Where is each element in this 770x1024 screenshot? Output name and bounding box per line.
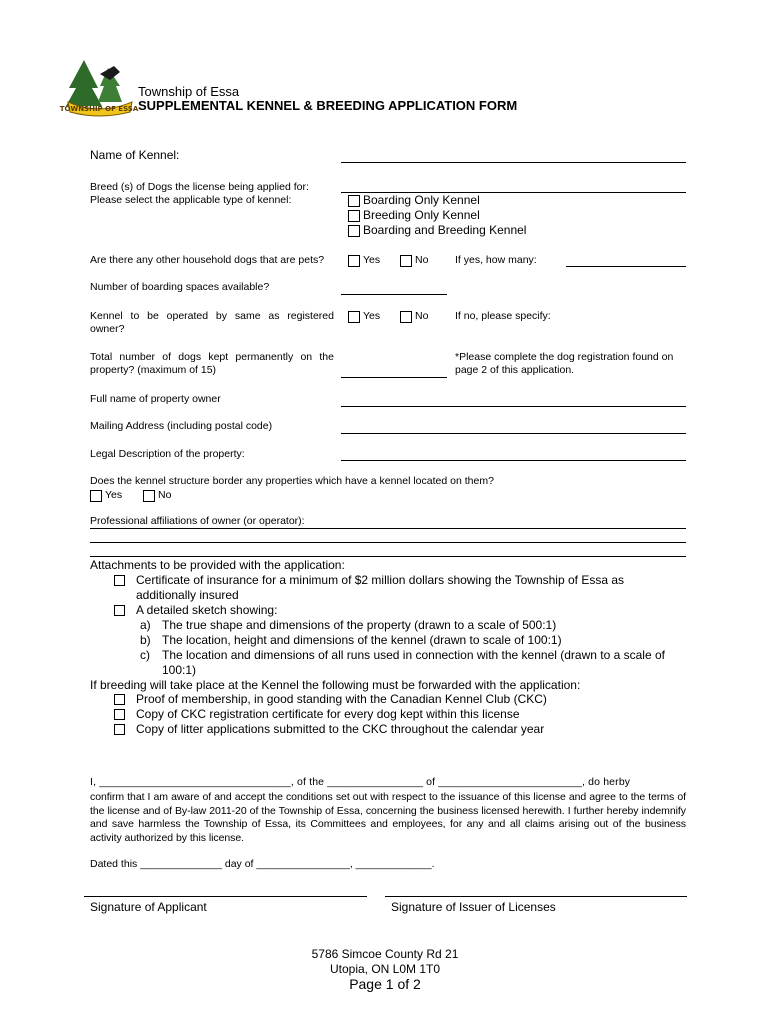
how-many-field[interactable]	[566, 266, 686, 267]
checkbox-icon[interactable]	[400, 311, 412, 323]
breed-label: Breed (s) of Dogs the license being applied for:	[90, 181, 309, 193]
total-dogs-label: Total number of dogs kept permanently on the property? (maximum of 15)	[90, 351, 334, 376]
sub-marker: c)	[140, 648, 150, 662]
page-number: Page 1 of 2	[349, 976, 421, 992]
township-logo	[59, 58, 139, 116]
affiliations-field-3[interactable]	[90, 556, 686, 557]
affiliations-field-1[interactable]	[90, 528, 686, 529]
mailing-label: Mailing Address (including postal code)	[90, 420, 273, 432]
border-yes[interactable]	[90, 489, 122, 502]
checkbox-icon[interactable]	[114, 709, 125, 720]
no-label: No	[415, 310, 429, 322]
checkbox-icon[interactable]	[348, 210, 360, 222]
household-no[interactable]	[400, 254, 428, 267]
kennel-type-both[interactable]	[348, 223, 526, 238]
svg-text:TOWNSHIP OF ESSA: TOWNSHIP OF ESSA	[59, 105, 139, 113]
dated-line[interactable]: Dated this ______________ day of ________________, _____________.	[90, 858, 435, 870]
footer-address-line2: Utopia, ON L0M 1T0	[329, 962, 441, 976]
footer-address-line1: 5786 Simcoe County Rd 21	[311, 947, 459, 961]
yes-label: Yes	[363, 254, 381, 266]
affiliations-label: Professional affiliations of owner (or operator):	[90, 515, 305, 527]
issuer-signature-field[interactable]	[385, 896, 687, 897]
kennel-name-field[interactable]	[341, 162, 686, 163]
checkbox-icon[interactable]	[114, 575, 125, 586]
owner-name-label: Full name of property owner	[90, 393, 221, 405]
legal-label: Legal Description of the property:	[90, 448, 245, 460]
sketch-sub-a	[140, 618, 685, 633]
sub-text: The location, height and dimensions of the kennel (drawn to scale of 100:1)	[162, 633, 562, 647]
sub-text: The true shape and dimensions of the property (drawn to a scale of 500:1)	[162, 618, 557, 632]
operated-yes[interactable]	[348, 310, 380, 323]
registration-note: *Please complete the dog registration found on page 2 of this application.	[455, 351, 674, 376]
attachment-item-sketch[interactable]	[114, 603, 277, 618]
kennel-type-label: Boarding and Breeding Kennel	[363, 223, 527, 237]
breeding-heading: If breeding will take place at the Kennel the following must be forwarded with the application:	[90, 678, 581, 692]
declaration-line[interactable]: I, ________________________________, of the ________________ of ________________________, do herby	[90, 776, 631, 788]
issuer-signature-label: Signature of Issuer of Licenses	[391, 900, 556, 914]
attachment-item-insurance[interactable]	[114, 573, 684, 603]
checkbox-icon[interactable]	[143, 490, 155, 502]
border-no[interactable]	[143, 489, 171, 502]
total-dogs-field[interactable]	[341, 377, 447, 378]
sub-marker: b)	[140, 633, 151, 647]
kennel-type-boarding[interactable]	[348, 193, 480, 208]
sub-text: The location and dimensions of all runs used in connection with the kennel (drawn to a scale of 100:1)	[162, 648, 665, 677]
breeding-text: Copy of litter applications submitted to the CKC throughout the calendar year	[136, 722, 545, 736]
breeding-item-membership[interactable]	[114, 692, 547, 707]
operated-question: Kennel to be operated by same as registered owner?	[90, 310, 334, 335]
applicant-signature-field[interactable]	[84, 896, 367, 897]
applicant-signature-label: Signature of Applicant	[90, 900, 207, 914]
checkbox-icon[interactable]	[348, 255, 360, 267]
checkbox-icon[interactable]	[114, 724, 125, 735]
checkbox-icon[interactable]	[348, 225, 360, 237]
mailing-field[interactable]	[341, 433, 686, 434]
kennel-name-label: Name of Kennel:	[90, 148, 180, 162]
breeding-text: Proof of membership, in good standing with the Canadian Kennel Club (CKC)	[136, 692, 547, 706]
checkbox-icon[interactable]	[348, 195, 360, 207]
yes-label: Yes	[363, 310, 381, 322]
form-title: SUPPLEMENTAL KENNEL & BREEDING APPLICATION FORM	[138, 98, 518, 113]
owner-name-field[interactable]	[341, 406, 686, 407]
border-question: Does the kennel structure border any properties which have a kennel located on them?	[90, 475, 494, 487]
attachment-text: A detailed sketch showing:	[136, 603, 278, 617]
sub-marker: a)	[140, 618, 151, 632]
boarding-spaces-label: Number of boarding spaces available?	[90, 281, 270, 293]
operated-no[interactable]	[400, 310, 428, 323]
legal-field[interactable]	[341, 460, 686, 461]
sketch-sub-c	[140, 648, 685, 678]
checkbox-icon[interactable]	[114, 605, 125, 616]
affiliations-field-2[interactable]	[90, 542, 686, 543]
how-many-label: If yes, how many:	[455, 254, 537, 266]
boarding-spaces-field[interactable]	[341, 294, 447, 295]
org-name: Township of Essa	[138, 84, 240, 99]
attachments-heading: Attachments to be provided with the application:	[90, 558, 345, 572]
breeding-item-registration[interactable]	[114, 707, 520, 722]
checkbox-icon[interactable]	[90, 490, 102, 502]
no-label: No	[158, 489, 172, 501]
attachment-text: Certificate of insurance for a minimum of $2 million dollars showing the Township of Essa as additionally insured	[136, 573, 625, 602]
checkbox-icon[interactable]	[348, 311, 360, 323]
no-label: No	[415, 254, 429, 266]
kennel-type-label: Please select the applicable type of kennel:	[90, 194, 292, 206]
breeding-item-litter[interactable]	[114, 722, 544, 737]
checkbox-icon[interactable]	[114, 694, 125, 705]
household-yes[interactable]	[348, 254, 380, 267]
breeding-text: Copy of CKC registration certificate for every dog kept within this license	[136, 707, 520, 721]
yes-label: Yes	[105, 489, 123, 501]
kennel-type-breeding[interactable]	[348, 208, 480, 223]
if-no-label: If no, please specify:	[455, 310, 551, 322]
checkbox-icon[interactable]	[400, 255, 412, 267]
household-question: Are there any other household dogs that are pets?	[90, 254, 325, 266]
kennel-type-label: Breeding Only Kennel	[363, 208, 480, 222]
kennel-type-label: Boarding Only Kennel	[363, 193, 480, 207]
sketch-sub-b	[140, 633, 685, 648]
declaration-body: confirm that I am aware of and accept the conditions set out with respect to the issuance of this license and agree to the terms of the license and of By-law 2011-20 of the Township of Essa, concerning the business licensed herewith. I further hereby indemnify and save harmless the Township of Essa, its Committees and employees, for any and all claims arising out of the business activity authorized by this license.	[90, 791, 686, 844]
